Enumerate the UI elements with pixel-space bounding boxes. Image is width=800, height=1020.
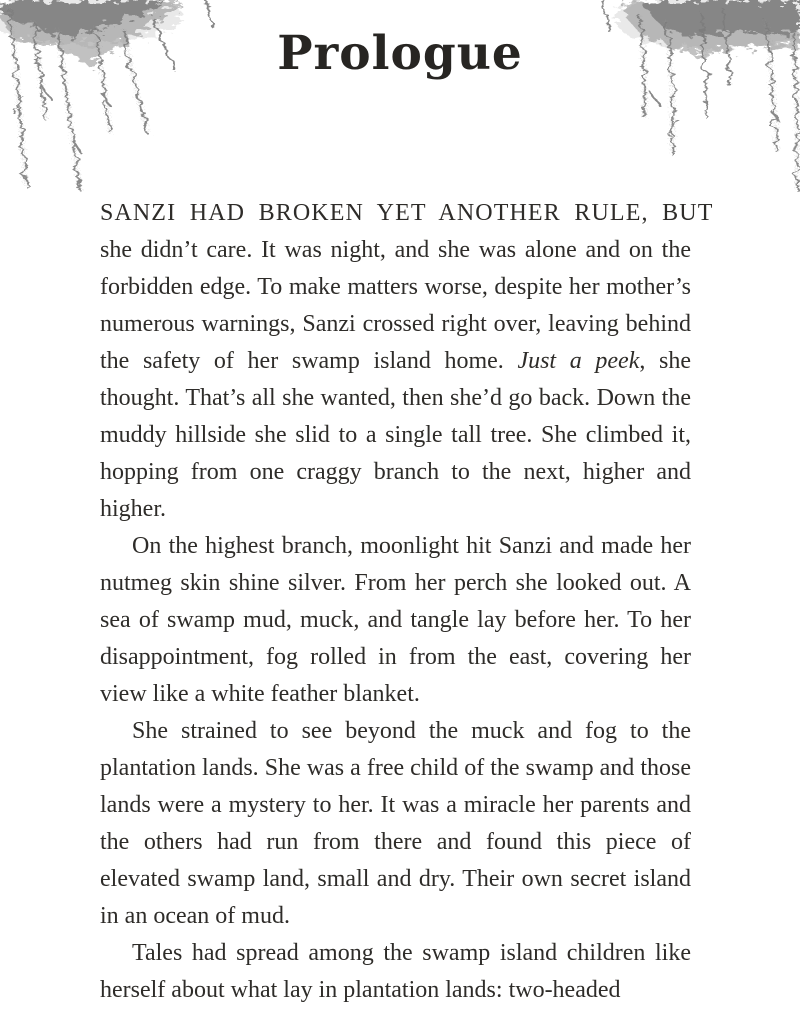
paragraph-4: Tales had spread among the swamp island children like herself about what lay in plantation lands: two-headed bbox=[100, 940, 691, 1003]
paragraph-1-text: she didn’t care. It was night, and she was alone and on the forbidden edge. To make matters worse, despite her mother’s numerous warnings, Sanzi crossed right over, leaving behind the safety of her swamp island home. bbox=[100, 237, 691, 374]
paragraph-1 bbox=[100, 195, 714, 528]
italic-phrase: Just a peek bbox=[517, 348, 640, 374]
paragraph-2: On the highest branch, moonlight hit Sanzi and made her nutmeg skin shine silver. From her perch she looked out. A sea of swamp mud, muck, and tangle lay before her. To her disappointment, fog rolled in from the east, covering her view like a white feather blanket. bbox=[100, 533, 691, 707]
paragraph-1-rest: , she thought. That’s all she wanted, then she’d go back. Down the muddy hillside she slid to a single tall tree. She climbed it, hopping from one craggy branch to the next, higher and higher. bbox=[100, 348, 691, 522]
chapter-title: Prologue bbox=[277, 26, 523, 81]
body-text bbox=[100, 195, 714, 1009]
paragraph-3: She strained to see beyond the muck and fog to the plantation lands. She was a free child of the swamp and those lands were a mystery to her. It was a miracle her parents and the others had run from there and found this piece of elevated swamp land, small and dry. Their own secret island in an ocean of mud. bbox=[100, 718, 691, 929]
opening-caps: SANZI HAD BROKEN YET ANOTHER RULE, BUT bbox=[100, 200, 714, 226]
